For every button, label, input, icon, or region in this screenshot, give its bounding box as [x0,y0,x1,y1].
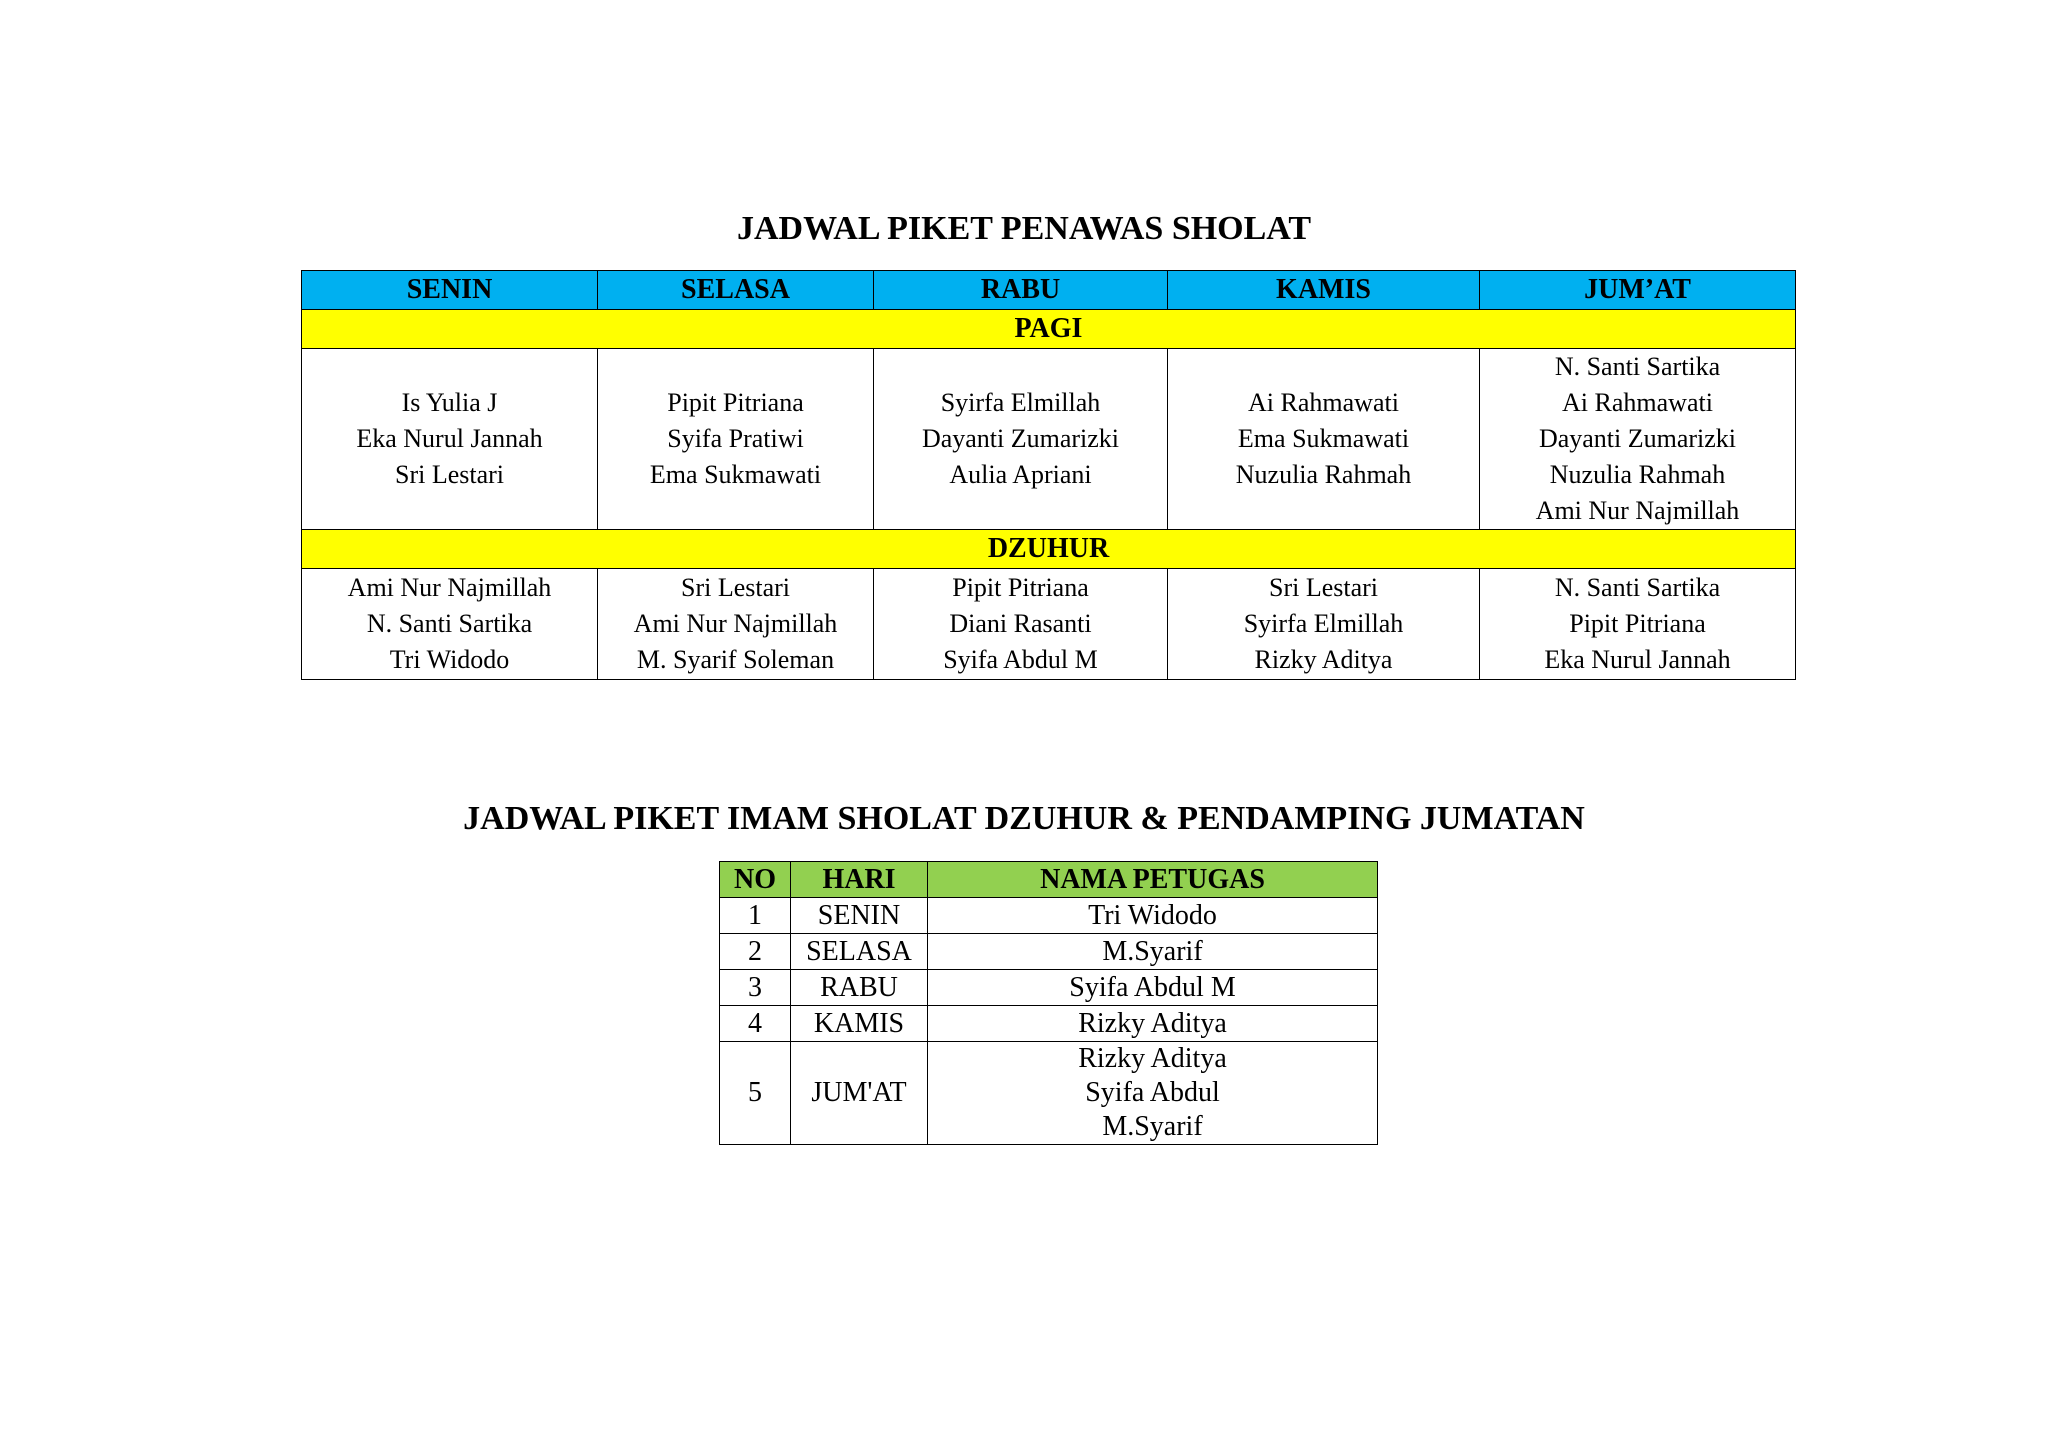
day-header-rabu: RABU [874,271,1168,310]
person-name: Is Yulia J [401,388,498,417]
day-header-row [302,271,1796,310]
person-name: Syifa Pratiwi [667,424,804,453]
header-hari: HARI [791,862,928,898]
table-row [720,970,1378,1006]
pagi-cell [1480,349,1796,530]
header-nama-petugas: NAMA PETUGAS [928,862,1378,898]
person-name: Dayanti Zumarizki [1538,424,1737,453]
penawas-schedule-table [301,270,1796,680]
person-name: Sri Lestari [680,573,791,602]
row-nama [928,1006,1378,1042]
person-name: Syirfa Elmillah [1243,609,1404,638]
person-name: Sri Lestari [394,460,505,489]
row-nama [928,934,1378,970]
pagi-cell [1168,349,1480,530]
day-header-selasa: SELASA [598,271,874,310]
person-name: N. Santi Sartika [1554,573,1721,602]
person-name: Dayanti Zumarizki [921,424,1120,453]
person-name: Aulia Apriani [949,460,1092,489]
dzuhur-row [302,569,1796,680]
row-hari: KAMIS [791,1006,928,1042]
person-name: M.Syarif [1102,935,1203,967]
person-name: Tri Widodo [1088,899,1217,931]
row-no: 3 [720,970,791,1006]
person-name: Ema Sukmawati [649,460,822,489]
header-no: NO [720,862,791,898]
row-no: 4 [720,1006,791,1042]
person-name: Rizky Aditya [1254,645,1393,674]
dzuhur-label: DZUHUR [302,530,1796,569]
person-name: Ami Nur Najmillah [633,609,838,638]
person-name: N. Santi Sartika [366,609,533,638]
pagi-cell [598,349,874,530]
person-name: Ami Nur Najmillah [1535,496,1740,525]
person-name: Tri Widodo [389,645,510,674]
person-name: Pipit Pitriana [1569,609,1706,638]
person-name: Pipit Pitriana [952,573,1089,602]
table-row [720,1042,1378,1145]
dzuhur-cell [302,569,598,680]
pagi-row [302,349,1796,530]
dzuhur-cell [1168,569,1480,680]
pagi-cell [302,349,598,530]
row-nama [928,970,1378,1006]
table-row [720,898,1378,934]
person-name: N. Santi Sartika [1554,352,1721,381]
person-name: Ai Rahmawati [1562,388,1713,417]
person-name: Ai Rahmawati [1248,388,1399,417]
person-name: Eka Nurul Jannah [1544,645,1731,674]
person-name: Ema Sukmawati [1237,424,1410,453]
row-no: 1 [720,898,791,934]
person-name: Ami Nur Najmillah [347,573,552,602]
row-hari: SELASA [791,934,928,970]
person-name: Pipit Pitriana [667,388,804,417]
row-no: 2 [720,934,791,970]
person-name: Rizky Aditya [1078,1043,1227,1074]
pagi-cell [874,349,1168,530]
person-name: Syirfa Elmillah [940,388,1101,417]
day-header-jumat: JUM’AT [1480,271,1796,310]
person-name: Sri Lestari [1268,573,1379,602]
dzuhur-cell [1480,569,1796,680]
row-no: 5 [720,1042,791,1145]
table-row [720,1006,1378,1042]
row-hari: JUM'AT [791,1042,928,1145]
dzuhur-band-row [302,530,1796,569]
person-name: Rizky Aditya [1078,1007,1227,1039]
imam-title: JADWAL PIKET IMAM SHOLAT DZUHUR & PENDAMPING JUMATAN [463,800,1585,837]
row-hari: SENIN [791,898,928,934]
person-name: Nuzulia Rahmah [1549,460,1726,489]
dzuhur-cell [598,569,874,680]
pagi-label: PAGI [302,310,1796,349]
person-name: Syifa Abdul M [1069,971,1236,1003]
person-name: Nuzulia Rahmah [1235,460,1412,489]
row-nama [928,1042,1378,1145]
person-name: M. Syarif Soleman [636,645,835,674]
dzuhur-cell [874,569,1168,680]
day-header-kamis: KAMIS [1168,271,1480,310]
row-nama [928,898,1378,934]
person-name: Diani Rasanti [949,609,1092,638]
person-name: Syifa Abdul [1085,1077,1220,1108]
day-header-senin: SENIN [302,271,598,310]
imam-header-row [720,862,1378,898]
person-name: Eka Nurul Jannah [356,424,543,453]
person-name: M.Syarif [1102,1111,1203,1142]
row-hari: RABU [791,970,928,1006]
penawas-title: JADWAL PIKET PENAWAS SHOLAT [736,210,1312,247]
imam-schedule-table [719,861,1378,1145]
person-name: Syifa Abdul M [943,645,1098,674]
pagi-band-row [302,310,1796,349]
table-row [720,934,1378,970]
